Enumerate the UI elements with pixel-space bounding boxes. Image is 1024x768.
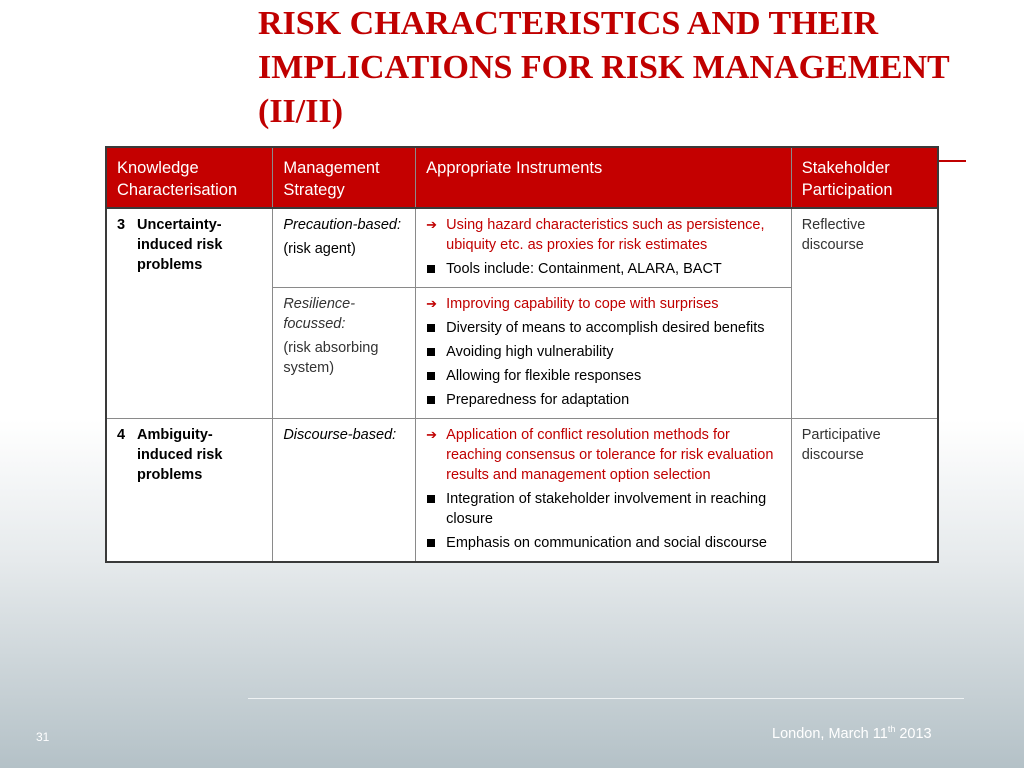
row3-precaution-strategy-cell [273,208,416,288]
row3-precaution-bullet-1: Tools include: Containment, ALARA, BACT [446,261,722,277]
list-item [426,489,783,529]
header-stakeholder-participation: Stakeholder Participation [791,147,938,208]
row4-participation: Participative discourse [801,427,881,463]
row3-participation-cell [791,208,938,419]
row3-participation: Reflective discourse [801,217,866,253]
row3-resilience-bullet-3: Allowing for flexible responses [446,368,642,384]
risk-table [105,146,939,563]
list-item [426,294,783,314]
square-bullet-icon [426,533,446,553]
row4-characterisation-cell [106,419,273,563]
header-knowledge-characterisation: Knowledge Characterisation [106,147,273,208]
arrow-right-icon: ➔ [426,296,438,311]
row4-participation-cell [791,419,938,563]
square-bullet-icon [426,489,446,529]
row3-resilience-agent: (risk absorbing system) [283,340,379,376]
page-number: 31 [36,730,50,744]
table-row [106,419,938,563]
list-item [426,390,783,410]
footer-divider [248,698,964,699]
row3-resilience-arrow-text: Improving capability to cope with surprises [446,296,719,312]
row3-resilience-bullet-1: Diversity of means to accomplish desired benefits [446,320,765,336]
row4-strategy-cell [273,419,416,563]
slide-title: RISK CHARACTERISTICS AND THEIR IMPLICATIONS FOR RISK MANAGEMENT (II/II) [258,5,950,130]
table-row [106,208,938,288]
list-item [426,366,783,386]
row3-characterisation: Uncertainty-induced risk problems [137,217,223,273]
square-bullet-icon [426,342,446,362]
square-bullet-icon [426,366,446,386]
footer-year: 2013 [895,725,932,742]
row3-precaution-arrow-text: Using hazard characteristics such as persistence, ubiquity etc. as proxies for risk estimates [446,217,765,253]
row4-bullet-1: Integration of stakeholder involvement in reaching closure [446,491,767,527]
list-item [426,259,783,279]
row3-precaution-strategy: Precaution-based: [283,217,402,233]
footer-superscript: th [887,724,896,734]
list-item [426,342,783,362]
list-item [426,425,783,485]
arrow-right-icon: ➔ [426,217,438,232]
arrow-right-icon: ➔ [426,427,438,442]
row3-resilience-instruments-cell [416,288,792,419]
list-item [426,533,783,553]
row3-precaution-agent: (risk agent) [283,241,356,257]
table-header-row [106,147,938,208]
row4-number: 4 [117,427,126,443]
row3-resilience-bullet-4: Preparedness for adaptation [446,392,630,408]
row4-instruments-cell [416,419,792,563]
row3-precaution-instruments-cell [416,208,792,288]
footer-place-date [772,724,932,742]
list-item [426,318,783,338]
header-appropriate-instruments: Appropriate Instruments [416,147,792,208]
row3-number: 3 [117,217,126,233]
header-management-strategy: Management Strategy [273,147,416,208]
footer-place-date-text: London, March 11 [772,725,888,742]
square-bullet-icon [426,259,446,279]
row3-resilience-strategy-cell [273,288,416,419]
square-bullet-icon [426,318,446,338]
row4-strategy: Discourse-based: [283,427,397,443]
row4-bullet-2: Emphasis on communication and social discourse [446,535,767,551]
square-bullet-icon [426,390,446,410]
row4-arrow-text: Application of conflict resolution methods for reaching consensus or tolerance for risk evaluation results and management option selection [446,427,774,483]
list-item [426,215,783,255]
row3-resilience-bullet-2: Avoiding high vulnerability [446,344,614,360]
title-accent-line [938,160,966,162]
row4-characterisation: Ambiguity-induced risk problems [137,427,223,483]
row3-resilience-strategy: Resilience-focussed: [283,296,356,332]
row3-characterisation-cell [106,208,273,419]
